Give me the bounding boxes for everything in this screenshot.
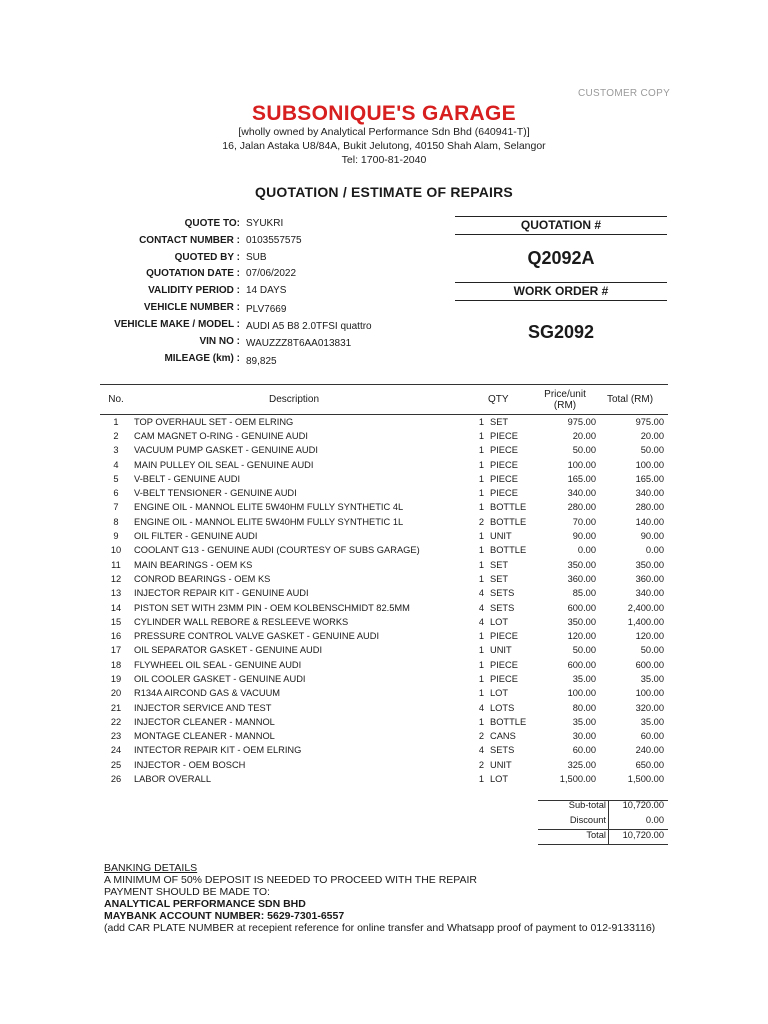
item-price: 20.00: [572, 430, 596, 441]
table-row: [100, 443, 668, 457]
item-no: 8: [113, 516, 119, 527]
info-row-validity-period: [100, 285, 450, 302]
customer-copy-label: CUSTOMER COPY: [578, 88, 671, 99]
bank-company: ANALYTICAL PERFORMANCE SDN BHD: [104, 898, 306, 910]
item-qty: 1: [478, 445, 484, 456]
item-unit: SETS: [490, 588, 515, 599]
info-label: CONTACT NUMBER :: [139, 235, 240, 246]
item-description: VACUUM PUMP GASKET - GENUINE AUDI: [134, 445, 318, 456]
item-unit: SETS: [490, 602, 515, 613]
item-qty: 2: [478, 731, 484, 742]
item-no: 21: [110, 702, 122, 713]
item-description: MONTAGE CLEANER - MANNOL: [134, 731, 275, 742]
item-unit: BOTTLE: [490, 502, 527, 513]
item-price: 325.00: [567, 759, 596, 770]
item-total: 1,500.00: [627, 774, 664, 785]
info-value: 0103557575: [246, 235, 302, 246]
item-price: 100.00: [567, 688, 596, 699]
item-total: 165.00: [635, 473, 664, 484]
item-qty: 4: [478, 602, 484, 613]
item-description: OIL FILTER - GENUINE AUDI: [134, 531, 258, 542]
price-header-line1: Price/unit: [544, 388, 586, 400]
item-no: 19: [110, 673, 122, 684]
item-total: 240.00: [635, 745, 664, 756]
col-header-no: No.: [100, 385, 132, 415]
item-description: ENGINE OIL - MANNOL ELITE 5W40HM FULLY SYNTHETIC 1L: [134, 516, 404, 527]
item-qty: 1: [478, 416, 484, 427]
info-label: VALIDITY PERIOD :: [148, 285, 240, 296]
item-no: 18: [110, 659, 122, 670]
item-no: 9: [113, 531, 119, 542]
item-qty: 1: [478, 502, 484, 513]
table-row: [100, 486, 668, 500]
item-description: INTECTOR REPAIR KIT - OEM ELRING: [134, 745, 302, 756]
col-header-qty: QTY: [454, 385, 534, 415]
garage-tel: Tel: 1700-81-2040: [341, 154, 427, 166]
item-qty: 1: [478, 430, 484, 441]
item-total: 280.00: [635, 502, 664, 513]
info-value: PLV7669: [246, 304, 287, 315]
col-header-price: [534, 385, 596, 415]
info-row-mileage: [100, 353, 450, 370]
work-order-number: SG2092: [527, 322, 595, 342]
item-total: 100.00: [635, 459, 664, 470]
info-label: VEHICLE MAKE / MODEL :: [114, 319, 240, 330]
item-total: 35.00: [640, 673, 664, 684]
garage-name: SUBSONIQUE'S GARAGE: [252, 102, 516, 125]
table-row: [100, 643, 668, 657]
item-total: 140.00: [635, 516, 664, 527]
table-row: [100, 415, 668, 429]
item-total: 340.00: [635, 588, 664, 599]
item-description: V-BELT - GENUINE AUDI: [134, 473, 241, 484]
table-row: [100, 457, 668, 471]
item-no: 22: [110, 716, 122, 727]
table-row: [100, 758, 668, 772]
item-no: 7: [113, 502, 119, 513]
item-unit: BOTTLE: [490, 716, 527, 727]
item-total: 2,400.00: [627, 602, 664, 613]
item-total: 60.00: [640, 731, 664, 742]
item-description: TOP OVERHAUL SET - OEM ELRING: [134, 416, 294, 427]
item-no: 16: [110, 631, 122, 642]
payment-to: PAYMENT SHOULD BE MADE TO:: [104, 886, 270, 898]
table-row: [100, 715, 668, 729]
item-qty: 1: [478, 531, 484, 542]
total-value: 10,720.00: [622, 830, 664, 840]
item-price: 350.00: [567, 616, 596, 627]
info-value: AUDI A5 B8 2.0TFSI quattro: [246, 321, 372, 332]
item-description: V-BELT TENSIONER - GENUINE AUDI: [134, 488, 297, 499]
item-unit: CANS: [490, 731, 516, 742]
table-row: [100, 472, 668, 486]
item-unit: LOTS: [490, 702, 515, 713]
price-header-line2: (RM): [553, 399, 577, 411]
item-total: 350.00: [635, 559, 664, 570]
table-row: [100, 586, 668, 600]
item-qty: 1: [478, 659, 484, 670]
item-unit: UNIT: [490, 645, 512, 656]
item-unit: LOT: [490, 616, 509, 627]
table-row: [100, 658, 668, 672]
item-qty: 1: [478, 459, 484, 470]
item-total: 120.00: [635, 631, 664, 642]
box-divider: [455, 234, 667, 235]
document-title: QUOTATION / ESTIMATE OF REPAIRS: [255, 184, 513, 200]
subtotal-value: 10,720.00: [622, 800, 664, 810]
info-label: QUOTATION DATE :: [146, 268, 240, 279]
item-price: 80.00: [572, 702, 596, 713]
table-row: [100, 629, 668, 643]
items-body: [100, 415, 668, 787]
item-qty: 4: [478, 588, 484, 599]
table-header-row: [100, 385, 668, 415]
item-qty: 1: [478, 645, 484, 656]
item-description: PRESSURE CONTROL VALVE GASKET - GENUINE AUDI: [134, 631, 380, 642]
item-qty: 1: [478, 673, 484, 684]
work-order-label: WORK ORDER #: [513, 284, 609, 298]
payment-instruction: (add CAR PLATE NUMBER at recepient reference for online transfer and Whatsapp proof of payment to 012-9133116): [104, 922, 656, 934]
item-unit: PIECE: [490, 459, 518, 470]
info-value: 89,825: [246, 356, 277, 367]
item-qty: 1: [478, 559, 484, 570]
item-qty: 1: [478, 774, 484, 785]
item-qty: 2: [478, 516, 484, 527]
item-price: 600.00: [567, 659, 596, 670]
item-price: 975.00: [567, 416, 596, 427]
subtotal-label: Sub-total: [568, 800, 606, 810]
info-value: WAUZZZ8T6AA013831: [246, 338, 352, 349]
info-label: VEHICLE NUMBER :: [143, 302, 240, 313]
table-row: [100, 743, 668, 757]
item-unit: BOTTLE: [490, 545, 527, 556]
col-header-total: Total (RM): [596, 385, 668, 415]
item-unit: SET: [490, 416, 509, 427]
info-label: QUOTE TO:: [184, 218, 240, 229]
item-description: INJECTOR - OEM BOSCH: [134, 759, 246, 770]
item-no: 5: [113, 473, 119, 484]
quotation-number-label: QUOTATION #: [520, 218, 602, 232]
box-divider: [455, 216, 667, 217]
item-price: 50.00: [572, 645, 596, 656]
item-total: 340.00: [635, 488, 664, 499]
item-price: 85.00: [572, 588, 596, 599]
item-qty: 1: [478, 573, 484, 584]
info-value: SUB: [246, 252, 267, 263]
item-total: 1,400.00: [627, 616, 664, 627]
info-row-vehicle-number: [100, 302, 450, 319]
garage-address: 16, Jalan Astaka U8/84A, Bukit Jelutong, 40150 Shah Alam, Selangor: [222, 140, 546, 152]
item-price: 60.00: [572, 745, 596, 756]
item-unit: PIECE: [490, 473, 518, 484]
item-unit: UNIT: [490, 759, 512, 770]
item-total: 0.00: [645, 545, 664, 556]
item-price: 50.00: [572, 445, 596, 456]
items-table: [100, 384, 668, 786]
info-value: SYUKRI: [246, 218, 284, 229]
item-qty: 2: [478, 759, 484, 770]
table-row: [100, 572, 668, 586]
item-qty: 1: [478, 473, 484, 484]
item-total: 100.00: [635, 688, 664, 699]
total-label: Total: [586, 830, 606, 840]
item-no: 20: [110, 688, 122, 699]
summary-bottom-line: [538, 844, 668, 845]
item-price: 100.00: [567, 459, 596, 470]
item-description: PISTON SET WITH 23MM PIN - OEM KOLBENSCHMIDT 82.5MM: [134, 602, 410, 613]
item-description: COOLANT G13 - GENUINE AUDI (COURTESY OF SUBS GARAGE): [134, 545, 420, 556]
item-total: 35.00: [640, 716, 664, 727]
info-label: QUOTED BY :: [174, 252, 240, 263]
item-qty: 1: [478, 688, 484, 699]
table-row: [100, 500, 668, 514]
owned-by-text: [wholly owned by Analytical Performance Sdn Bhd (640941-T)]: [238, 126, 530, 138]
item-qty: 1: [478, 545, 484, 556]
info-row-quoted-by: [100, 252, 450, 269]
item-qty: 1: [478, 716, 484, 727]
item-no: 11: [111, 559, 121, 570]
item-qty: 1: [478, 488, 484, 499]
box-divider: [455, 282, 667, 283]
col-header-description: Description: [132, 385, 454, 415]
table-row: [100, 615, 668, 629]
item-price: 0.00: [577, 545, 596, 556]
item-description: OIL COOLER GASKET - GENUINE AUDI: [134, 673, 306, 684]
item-no: 3: [113, 445, 119, 456]
item-description: ENGINE OIL - MANNOL ELITE 5W40HM FULLY SYNTHETIC 4L: [134, 502, 404, 513]
item-description: INJECTOR REPAIR KIT - GENUINE AUDI: [134, 588, 309, 599]
item-no: 4: [113, 459, 119, 470]
item-price: 35.00: [572, 673, 596, 684]
item-description: CAM MAGNET O-RING - GENUINE AUDI: [134, 430, 308, 441]
table-row: [100, 515, 668, 529]
table-row: [100, 543, 668, 557]
info-label: MILEAGE (km) :: [164, 353, 240, 364]
item-price: 90.00: [572, 531, 596, 542]
item-price: 340.00: [567, 488, 596, 499]
info-label: VIN NO :: [199, 336, 240, 347]
item-unit: LOT: [490, 688, 509, 699]
item-no: 10: [110, 545, 122, 556]
item-price: 70.00: [572, 516, 596, 527]
bank-account: MAYBANK ACCOUNT NUMBER: 5629-7301-6557: [104, 910, 345, 922]
item-description: R134A AIRCOND GAS & VACUUM: [134, 688, 281, 699]
table-row: [100, 600, 668, 614]
table-row: [100, 686, 668, 700]
item-no: 26: [110, 774, 122, 785]
item-description: FLYWHEEL OIL SEAL - GENUINE AUDI: [134, 659, 302, 670]
table-row: [100, 529, 668, 543]
item-unit: LOT: [490, 774, 509, 785]
item-unit: BOTTLE: [490, 516, 527, 527]
info-row-vehicle-model: [100, 319, 450, 336]
quotation-number: Q2092A: [527, 248, 595, 268]
item-unit: SETS: [490, 745, 515, 756]
info-value: 14 DAYS: [246, 285, 287, 296]
item-price: 600.00: [567, 602, 596, 613]
item-total: 20.00: [640, 430, 664, 441]
item-no: 2: [113, 430, 119, 441]
item-total: 50.00: [640, 445, 664, 456]
item-unit: PIECE: [490, 631, 518, 642]
item-no: 1: [113, 416, 119, 427]
item-price: 280.00: [567, 502, 596, 513]
item-total: 50.00: [640, 645, 664, 656]
item-qty: 4: [478, 616, 484, 627]
table-row: [100, 672, 668, 686]
item-total: 650.00: [635, 759, 664, 770]
item-price: 35.00: [572, 716, 596, 727]
item-no: 25: [110, 759, 122, 770]
item-unit: PIECE: [490, 445, 518, 456]
info-row-quote-to: [100, 218, 450, 235]
item-description: CONROD BEARINGS - OEM KS: [134, 573, 271, 584]
item-no: 12: [110, 573, 122, 584]
item-description: INJECTOR CLEANER - MANNOL: [134, 716, 275, 727]
item-price: 165.00: [567, 473, 596, 484]
item-no: 15: [110, 616, 122, 627]
banking-title: BANKING DETAILS: [104, 862, 198, 874]
item-no: 13: [110, 588, 122, 599]
item-qty: 4: [478, 745, 484, 756]
item-total: 975.00: [635, 416, 664, 427]
item-price: 360.00: [567, 573, 596, 584]
item-total: 600.00: [635, 659, 664, 670]
discount-value: 0.00: [645, 815, 664, 825]
info-row-contact-number: [100, 235, 450, 252]
item-unit: SET: [490, 559, 509, 570]
item-description: LABOR OVERALL: [134, 774, 211, 785]
item-no: 14: [110, 602, 122, 613]
item-total: 90.00: [640, 531, 664, 542]
item-description: OIL SEPARATOR GASKET - GENUINE AUDI: [134, 645, 323, 656]
item-unit: PIECE: [490, 673, 518, 684]
item-qty: 4: [478, 702, 484, 713]
item-price: 30.00: [572, 731, 596, 742]
info-row-quotation-date: [100, 268, 450, 285]
item-price: 1,500.00: [559, 774, 596, 785]
item-unit: PIECE: [490, 430, 518, 441]
info-value: 07/06/2022: [246, 268, 297, 279]
table-row: [100, 700, 668, 714]
item-unit: PIECE: [490, 488, 518, 499]
box-divider: [455, 300, 667, 301]
item-description: MAIN BEARINGS - OEM KS: [134, 559, 253, 570]
item-total: 360.00: [635, 573, 664, 584]
item-unit: SET: [490, 573, 509, 584]
item-description: MAIN PULLEY OIL SEAL - GENUINE AUDI: [134, 459, 314, 470]
deposit-note: A MINIMUM OF 50% DEPOSIT IS NEEDED TO PROCEED WITH THE REPAIR: [104, 874, 478, 886]
item-unit: UNIT: [490, 531, 512, 542]
item-description: INJECTOR SERVICE AND TEST: [134, 702, 272, 713]
summary-subtotal-row: [538, 800, 668, 816]
item-no: 23: [110, 731, 122, 742]
discount-label: Discount: [569, 815, 606, 825]
item-unit: PIECE: [490, 659, 518, 670]
table-row: [100, 772, 668, 786]
item-no: 6: [113, 488, 119, 499]
table-row: [100, 557, 668, 571]
item-no: 24: [110, 745, 122, 756]
table-row: [100, 429, 668, 443]
item-qty: 1: [478, 631, 484, 642]
item-price: 120.00: [567, 631, 596, 642]
item-total: 320.00: [635, 702, 664, 713]
item-price: 350.00: [567, 559, 596, 570]
info-row-vin: [100, 336, 450, 353]
item-no: 17: [110, 645, 122, 656]
item-description: CYLINDER WALL REBORE & RESLEEVE WORKS: [134, 616, 349, 627]
table-row: [100, 729, 668, 743]
